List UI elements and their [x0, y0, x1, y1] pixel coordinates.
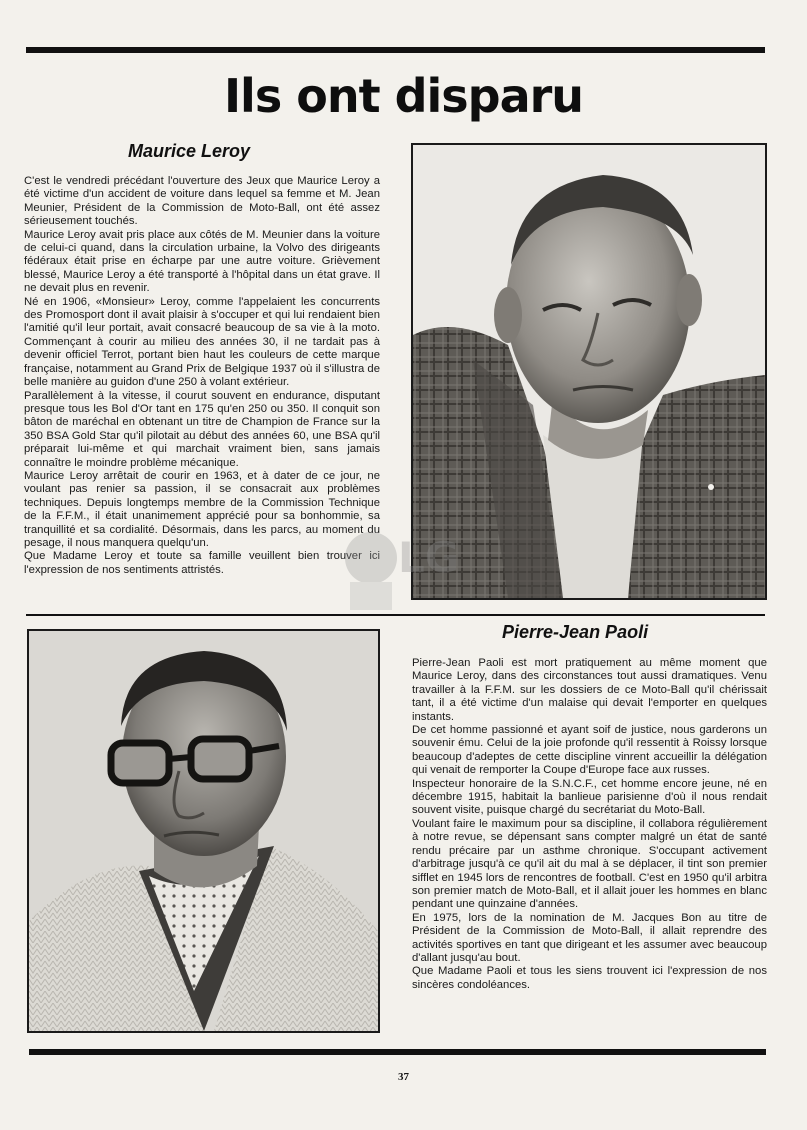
- watermark-logo: [336, 520, 466, 612]
- paoli-paragraph: Voulant faire le maximum pour sa discipline, il collabora régulièrement à notre revue, se dépensant sans compter malgré un état de santé rendu précaire par un asthme chronique. S'occupant activement d'arbitrage jusqu'à ce qu'il ait du mal à se déplacer, il tint son premier sifflet en 1945 lors de rencontres de football. C'est en 1950 qu'il arbitra son premier match de Moto-Ball, et il allait jouer les hommes en blanc pendant une quinzaine d'années.: [412, 817, 767, 911]
- leroy-paragraph: Que Madame Leroy et toute sa famille veuillent bien trouver ici l'expression de nos sentiments attristés.: [24, 550, 380, 576]
- paoli-portrait-illustration: [29, 631, 378, 1031]
- page-title: Ils ont disparu: [223, 69, 584, 123]
- page-number: 37: [398, 1071, 409, 1083]
- watermark-text: LG: [398, 533, 460, 582]
- paoli-paragraph: Inspecteur honoraire de la S.N.C.F., cet homme encore jeune, né en décembre 1915, habitait la banlieue parisienne d'où il nous rendait souvent visite, puisque chargé du secrétariat du Moto-Ball.: [412, 777, 767, 817]
- top-rule: [26, 47, 765, 53]
- paoli-heading: Pierre-Jean Paoli: [502, 622, 649, 642]
- section-divider: [26, 614, 765, 616]
- leroy-heading: Maurice Leroy: [128, 141, 251, 161]
- paoli-photo: [27, 629, 380, 1033]
- bottom-rule: [29, 1049, 766, 1055]
- leroy-paragraph: Né en 1906, «Monsieur» Leroy, comme l'appelaient les concurrents des Promosport dont il avait plaisir à s'occuper et qui lui rendaient bien l'amitié qu'il leur portait, avait consacré beaucoup de sa vie à la moto. Commençant à courir au milieu des années 30, il ne tardait pas à devenir officiel Terrot, portant bien haut les couleurs de cette marque française, notamment au Grand Prix de Belgique 1937 où il s'illustra de belle manière au guidon d'une 250 à volant extérieur.: [24, 295, 380, 389]
- leroy-article: [24, 175, 380, 577]
- leroy-paragraph: C'est le vendredi précédant l'ouverture des Jeux que Maurice Leroy a été victime d'un accident de voiture dans lequel sa femme et M. Jean Meunier, Président de la Commission de Moto-Ball, ont été assez sérieusement touchés.: [24, 175, 380, 228]
- paoli-paragraph: De cet homme passionné et ayant soif de justice, nous garderons un souvenir ému. Celui de la joie profonde qu'il ressentit à Roissy lorsque beaucoup d'adeptes de cette discipline vinrent accueillir la délégation qui venait de remporter la Coupe d'Europe face aux russes.: [412, 724, 767, 777]
- leroy-paragraph: Maurice Leroy arrêtait de courir en 1963, et à dater de ce jour, ne voulant pas renier sa passion, il se consacrait aux problèmes techniques. Depuis longtemps membre de la Commission Technique de la F.F.M., il était unanimement apprécié pour sa bonhommie, sa tranquillité et sa cordialité. Désormais, dans les parcs, au moment du pesage, il nous manquera quelqu'un.: [24, 469, 380, 549]
- paoli-paragraph: En 1975, lors de la nomination de M. Jacques Bon au titre de Président de la Commission de Moto-Ball, il allait reprendre des activités sportives en tant que dirigeant et les assumer avec beaucoup d'allant jusqu'au bout.: [412, 911, 767, 964]
- watermark-figure-icon: [336, 520, 466, 612]
- paoli-paragraph: Pierre-Jean Paoli est mort pratiquement au même moment que Maurice Leroy, dans des circonstances tout aussi dramatiques. Venu travailler à la F.F.M. sur les dossiers de ce Moto-Ball qu'il chérissait tant, il a été victime d'un malaise qui devait l'emporter en quelques instants.: [412, 657, 767, 723]
- paoli-article: [412, 657, 767, 992]
- leroy-paragraph: Parallèlement à la vitesse, il courut souvent en endurance, disputant presque tous les Bol d'Or tant en 175 qu'en 250 ou 350. Il conquit son bâton de maréchal en obtenant un titre de Champion de France sur la 350 BSA Gold Star qu'il pilotait au début des années 60, une BSA qu'il préparait lui-même et qui marchait vraiment bien, sans jamais connaître le moindre problème mécanique.: [24, 389, 380, 469]
- leroy-paragraph: Maurice Leroy avait pris place aux côtés de M. Meunier dans la voiture de celui-ci quand, dans la circulation urbaine, la Volvo des dirigeants fédéraux était prise en écharpe par une autre voiture. Grièvement blessé, Maurice Leroy a été transporté à l'hôpital dans un état grave. Il ne devait plus en revenir.: [24, 228, 380, 295]
- paoli-paragraph: Que Madame Paoli et tous les siens trouvent ici l'expression de nos sincères condoléances.: [412, 965, 767, 991]
